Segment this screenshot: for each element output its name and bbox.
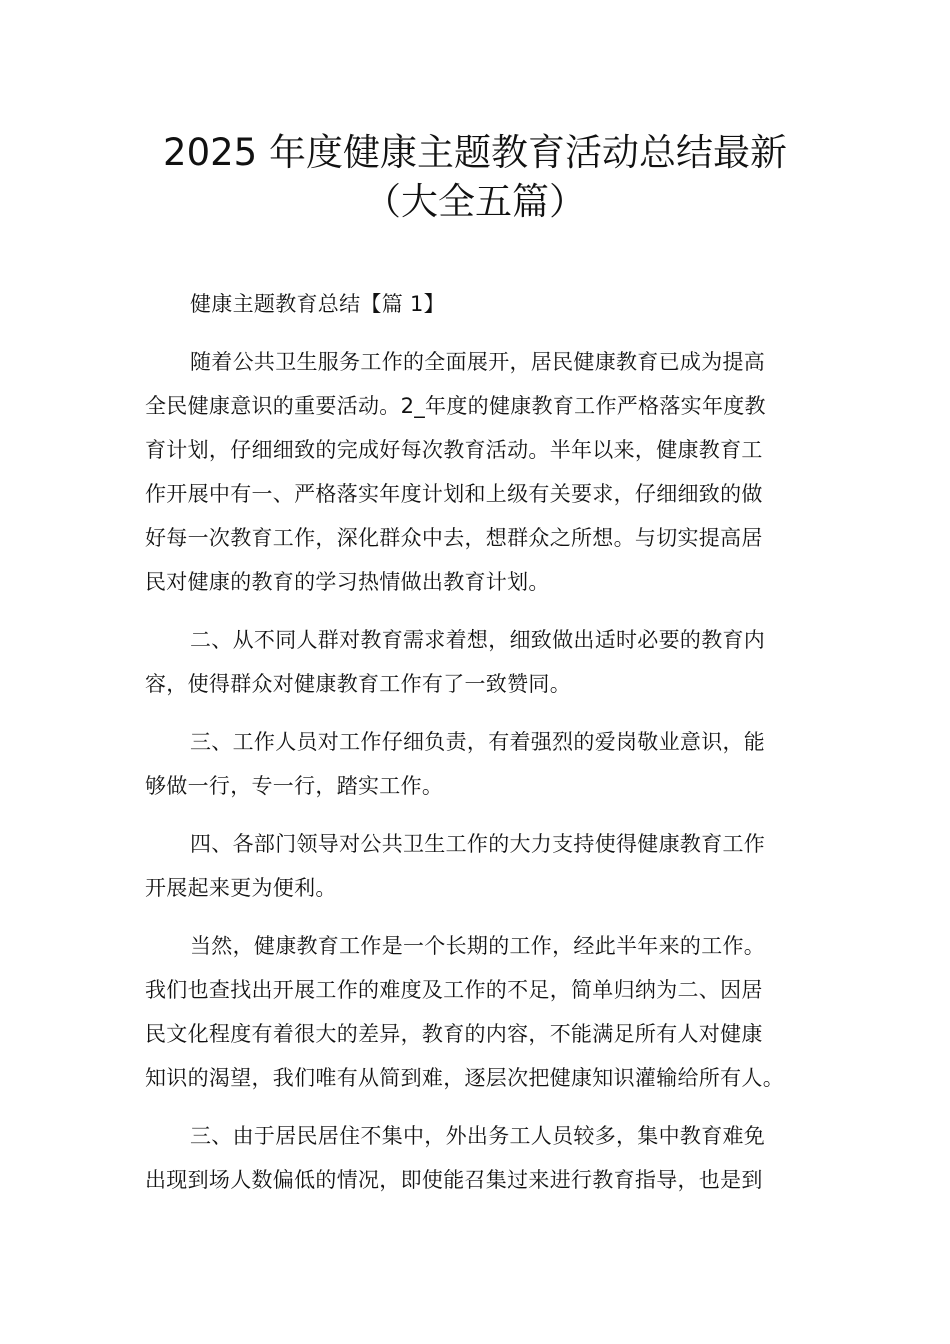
paragraph-4 bbox=[145, 822, 825, 910]
section-heading: 健康主题教育总结【篇 1】 bbox=[190, 292, 445, 316]
paragraph-line: 知识的渴望，我们唯有从简到难，逐层次把健康知识灌输给所有人。 bbox=[145, 1066, 784, 1090]
paragraph-line: 民文化程度有着很大的差异，教育的内容，不能满足所有人对健康 bbox=[145, 1022, 763, 1046]
paragraph-2 bbox=[145, 618, 825, 706]
paragraph-line: 容，使得群众对健康教育工作有了一致赞同。 bbox=[145, 672, 571, 696]
paragraph-line: 三、由于居民居住不集中，外出务工人员较多，集中教育难免 bbox=[190, 1124, 766, 1148]
paragraph-line: 三、工作人员对工作仔细负责，有着强烈的爱岗敬业意识，能 bbox=[190, 730, 766, 754]
paragraph-line: 好每一次教育工作，深化群众中去，想群众之所想。与切实提高居 bbox=[145, 526, 763, 550]
paragraph-line: 随着公共卫生服务工作的全面展开，居民健康教育已成为提高 bbox=[190, 350, 766, 374]
paragraph-line: 出现到场人数偏低的情况，即使能召集过来进行教育指导，也是到 bbox=[145, 1168, 763, 1192]
document-title-line-1: 2025 年度健康主题教育活动总结最新 bbox=[163, 131, 787, 174]
paragraph-line: 作开展中有一、严格落实年度计划和上级有关要求，仔细细致的做 bbox=[145, 482, 763, 506]
paragraph-line: 四、各部门领导对公共卫生工作的大力支持使得健康教育工作 bbox=[190, 832, 766, 856]
paragraph-line: 够做一行，专一行，踏实工作。 bbox=[145, 774, 444, 798]
paragraph-3 bbox=[145, 720, 825, 808]
paragraph-line: 育计划，仔细细致的完成好每次教育活动。半年以来，健康教育工 bbox=[145, 438, 763, 462]
paragraph-line: 民对健康的教育的学习热情做出教育计划。 bbox=[145, 570, 550, 594]
paragraph-line: 当然，健康教育工作是一个长期的工作，经此半年来的工作。 bbox=[190, 934, 766, 958]
document-title-line-2: （大全五篇） bbox=[364, 180, 586, 223]
paragraph-6 bbox=[145, 1114, 825, 1202]
paragraph-line: 我们也查找出开展工作的难度及工作的不足，简单归纳为二、因居 bbox=[145, 978, 763, 1002]
paragraph-5 bbox=[145, 924, 825, 1100]
paragraph-line: 全民健康意识的重要活动。2_年度的健康教育工作严格落实年度教 bbox=[145, 394, 766, 418]
paragraph-line: 开展起来更为便利。 bbox=[145, 876, 337, 900]
document-body bbox=[145, 282, 825, 1202]
paragraph-1 bbox=[145, 340, 825, 604]
paragraph-line: 二、从不同人群对教育需求着想，细致做出适时必要的教育内 bbox=[190, 628, 766, 652]
